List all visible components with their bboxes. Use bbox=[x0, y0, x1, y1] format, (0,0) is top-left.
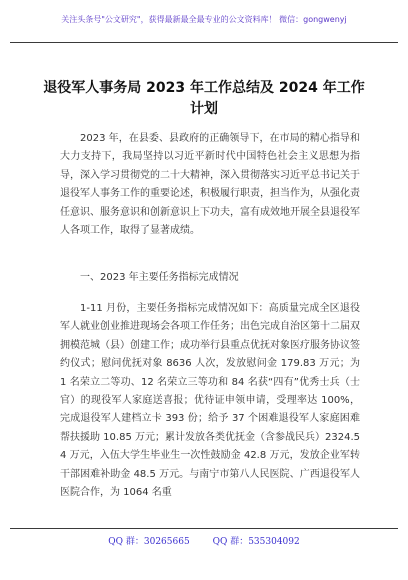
header-divider bbox=[10, 42, 398, 43]
footer bbox=[0, 532, 408, 552]
footer-qq-group-2: QQ 群：535304092 bbox=[212, 537, 300, 547]
section-heading: 一、2023 年主要任务指标完成情况 bbox=[80, 272, 239, 283]
section-body-paragraph: 1-11 月份，主要任务指标完成情况如下：高质量完成全区退役军人就业创业推进现场会各项工作任务；出色完成自治区第十二届双拥模范城（县）创建工作；成功举行县重点优抚对象医疗服务协议签约仪式；慰问优抚对象 8636 人次，发放慰问金 179.83 万元；为 1 名荣立二等功、12 名荣立三等功和 84 名获“四有”优秀士兵（士官）的现役军人家庭送喜报；优待证申领申请，受理率达 100%，完成退役军人建档立卡 393 份；给予 37 个困难退役军人家庭困难帮扶援助 10.85 万元；累计发放各类优抚金（含参战民兵）2324.54 万元，入伍大学生毕业生一次性鼓励金 42.8 万元，发放企业军转干部困难补助金 48.5 万元。与南宁市第八人民医院、广西退役军人医院合作，为 1064 名重 bbox=[60, 303, 360, 499]
header-banner: 关注头条号"公文研究"，获得最新最全最专业的公文资料库！ 微信：gongwenyj bbox=[61, 15, 347, 24]
footer-divider bbox=[10, 528, 398, 529]
footer-qq-group-1: QQ 群：30265665 bbox=[108, 537, 190, 547]
document-title: 退役军人事务局 2023 年工作总结及 2024 年工作计划 bbox=[43, 80, 365, 117]
intro-paragraph: 2023 年，在县委、县政府的正确领导下，在市局的精心指导和大力支持下，我局坚持以习近平新时代中国特色社会主义思想为指导，深入学习贯彻党的二十大精神，深入贯彻落实习近平总书记关于退役军人事务工作的重要论述，积极履行职责，担当作为，从强化责任意识、服务意识和创新意识上下功夫，富有成效地开展全县退役军人各项工作，取得了显著成绩。 bbox=[60, 133, 360, 237]
